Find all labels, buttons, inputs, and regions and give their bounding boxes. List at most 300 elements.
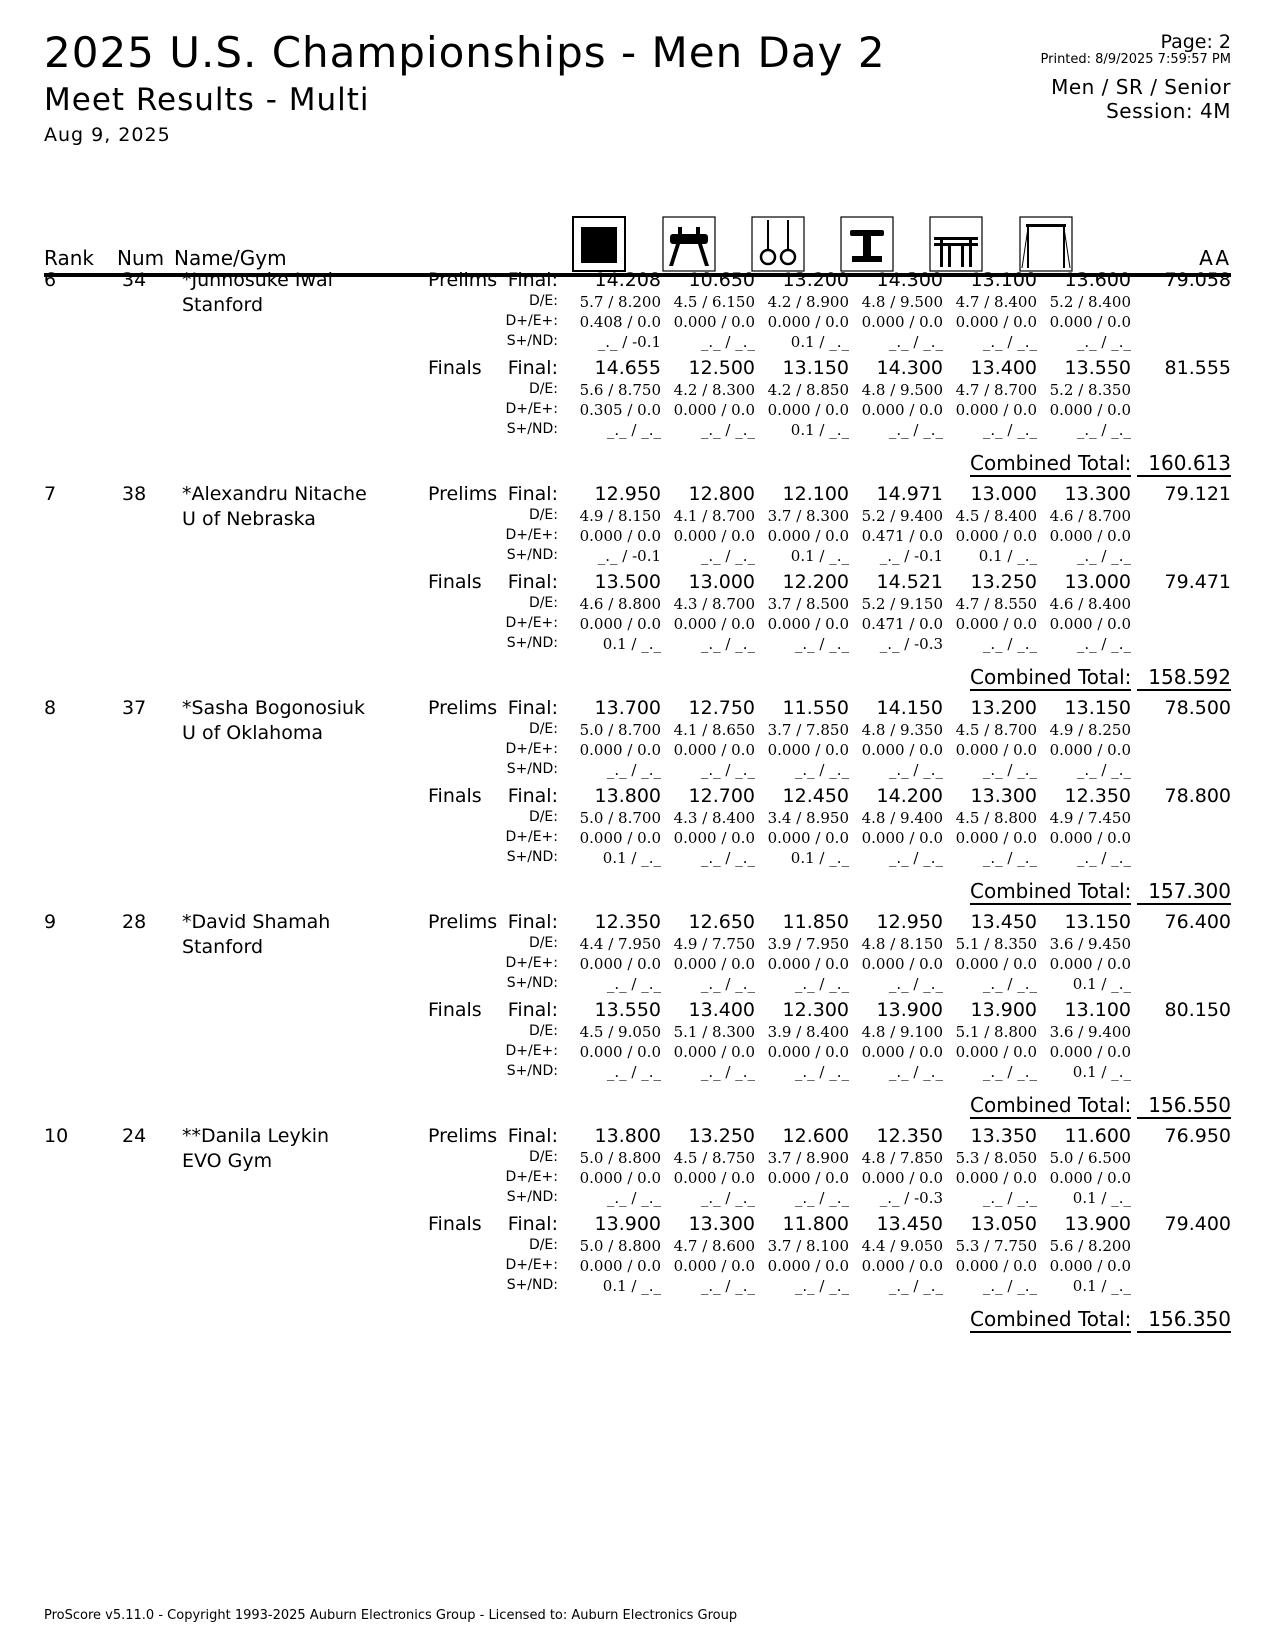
difficulty-execution: 3.7 / 8.900 xyxy=(767,1149,849,1167)
final-score: 12.350 xyxy=(1064,785,1131,807)
difficulty-execution: 4.8 / 9.500 xyxy=(861,293,943,311)
stick-neutral-deduction: _._ / _._ xyxy=(794,975,849,993)
difficulty-execution: 5.3 / 8.050 xyxy=(955,1149,1037,1167)
difficulty-execution: 3.7 / 7.850 xyxy=(767,721,849,739)
stick-neutral-deduction: 0.1 / _._ xyxy=(1072,1277,1131,1295)
stick-neutral-deduction: _._ / _._ xyxy=(888,333,943,351)
aa-column-header: AA xyxy=(1199,246,1231,270)
stick-neutral-deduction: _._ / _._ xyxy=(794,1189,849,1207)
athlete-gym: Stanford xyxy=(182,936,264,958)
combined-total-label: Combined Total: xyxy=(970,1093,1132,1117)
sn-label: S+/ND: xyxy=(506,635,558,651)
difficulty-execution: 4.4 / 7.950 xyxy=(579,935,661,953)
difficulty-execution: 4.8 / 8.150 xyxy=(861,935,943,953)
de-label: D/E: xyxy=(528,381,558,397)
final-score: 12.600 xyxy=(782,1125,849,1147)
bonus-values: 0.000 / 0.0 xyxy=(955,829,1037,847)
level-label: Men / SR / Senior xyxy=(1051,75,1231,99)
all-around-score: 76.950 xyxy=(1164,1125,1231,1147)
combined-total-value: 156.350 xyxy=(1137,1307,1231,1333)
bonus-values: 0.471 / 0.0 xyxy=(861,615,943,633)
floor-exercise-icon xyxy=(572,216,626,272)
difficulty-execution: 5.0 / 8.700 xyxy=(579,809,661,827)
stick-neutral-deduction: _._ / -0.1 xyxy=(597,333,661,351)
athlete-gym: EVO Gym xyxy=(182,1150,273,1172)
combined-total-value: 158.592 xyxy=(1137,665,1231,691)
all-around-score: 76.400 xyxy=(1164,911,1231,933)
stick-neutral-deduction: _._ / _._ xyxy=(888,421,943,439)
final-score: 13.900 xyxy=(594,1213,661,1235)
difficulty-execution: 3.7 / 8.100 xyxy=(767,1237,849,1255)
stick-neutral-deduction: _._ / _._ xyxy=(606,975,661,993)
final-score: 13.700 xyxy=(594,697,661,719)
round-row xyxy=(0,999,1275,1089)
combined-total-value: 157.300 xyxy=(1137,879,1231,905)
stick-neutral-deduction: _._ / _._ xyxy=(888,761,943,779)
bonus-values: 0.000 / 0.0 xyxy=(861,1169,943,1187)
final-score: 12.650 xyxy=(688,911,755,933)
stick-neutral-deduction: 0.1 / _._ xyxy=(602,849,661,867)
bonus-values: 0.000 / 0.0 xyxy=(673,1043,755,1061)
final-score: 13.300 xyxy=(970,785,1037,807)
final-score: 13.400 xyxy=(970,357,1037,379)
de-label: D/E: xyxy=(528,721,558,737)
dp-label: D+/E+: xyxy=(505,741,558,757)
final-score: 13.100 xyxy=(1064,999,1131,1021)
sn-label: S+/ND: xyxy=(506,975,558,991)
stick-neutral-deduction: 0.1 / _._ xyxy=(602,1277,661,1295)
final-score: 12.450 xyxy=(782,785,849,807)
vault-icon xyxy=(840,216,894,272)
sn-label: S+/ND: xyxy=(506,849,558,865)
final-score: 13.900 xyxy=(876,999,943,1021)
athlete-rank: 6 xyxy=(44,269,57,291)
bonus-values: 0.000 / 0.0 xyxy=(673,741,755,759)
still-rings-icon xyxy=(751,216,805,272)
all-around-score: 78.800 xyxy=(1164,785,1231,807)
combined-total-label: Combined Total: xyxy=(970,665,1132,689)
stick-neutral-deduction: _._ / _._ xyxy=(700,849,755,867)
difficulty-execution: 4.7 / 8.400 xyxy=(955,293,1037,311)
stick-neutral-deduction: _._ / _._ xyxy=(888,1063,943,1081)
final-score: 13.250 xyxy=(970,571,1037,593)
difficulty-execution: 4.5 / 8.400 xyxy=(955,507,1037,525)
round-row xyxy=(0,571,1275,661)
rank-column-header: Rank xyxy=(44,246,94,270)
final-label: Final: xyxy=(507,999,558,1021)
sn-label: S+/ND: xyxy=(506,421,558,437)
bonus-values: 0.000 / 0.0 xyxy=(673,313,755,331)
stick-neutral-deduction: _._ / _._ xyxy=(794,1063,849,1081)
dp-label: D+/E+: xyxy=(505,401,558,417)
stick-neutral-deduction: _._ / -0.1 xyxy=(597,547,661,565)
bonus-values: 0.000 / 0.0 xyxy=(1049,955,1131,973)
difficulty-execution: 4.3 / 8.400 xyxy=(673,809,755,827)
stick-neutral-deduction: _._ / _._ xyxy=(982,635,1037,653)
final-score: 13.900 xyxy=(1064,1213,1131,1235)
stick-neutral-deduction: 0.1 / _._ xyxy=(1072,975,1131,993)
stick-neutral-deduction: _._ / _._ xyxy=(1076,635,1131,653)
difficulty-execution: 4.5 / 6.150 xyxy=(673,293,755,311)
difficulty-execution: 4.8 / 9.350 xyxy=(861,721,943,739)
final-score: 13.000 xyxy=(688,571,755,593)
difficulty-execution: 3.6 / 9.450 xyxy=(1049,935,1131,953)
bonus-values: 0.000 / 0.0 xyxy=(767,1169,849,1187)
round-row xyxy=(0,911,1275,1001)
round-label: Prelims xyxy=(428,911,498,933)
bonus-values: 0.000 / 0.0 xyxy=(673,1169,755,1187)
final-score: 13.150 xyxy=(1064,911,1131,933)
difficulty-execution: 4.7 / 8.600 xyxy=(673,1237,755,1255)
round-row xyxy=(0,483,1275,573)
bonus-values: 0.000 / 0.0 xyxy=(955,527,1037,545)
final-score: 10.650 xyxy=(688,269,755,291)
stick-neutral-deduction: _._ / _._ xyxy=(700,1189,755,1207)
athlete-block xyxy=(0,911,1275,1136)
combined-total-label: Combined Total: xyxy=(970,879,1132,903)
round-row xyxy=(0,357,1275,447)
bonus-values: 0.000 / 0.0 xyxy=(1049,615,1131,633)
athlete-number: 28 xyxy=(122,911,147,933)
parallel-bars-icon xyxy=(929,216,983,272)
page-title: 2025 U.S. Championships - Men Day 2 xyxy=(44,28,886,77)
final-label: Final: xyxy=(507,571,558,593)
difficulty-execution: 4.8 / 9.400 xyxy=(861,809,943,827)
high-bar-icon xyxy=(1019,216,1073,272)
final-label: Final: xyxy=(507,1125,558,1147)
final-score: 11.550 xyxy=(782,697,849,719)
dp-label: D+/E+: xyxy=(505,1169,558,1185)
difficulty-execution: 5.0 / 8.700 xyxy=(579,721,661,739)
stick-neutral-deduction: _._ / _._ xyxy=(1076,761,1131,779)
difficulty-execution: 4.5 / 8.750 xyxy=(673,1149,755,1167)
athlete-gym: U of Oklahoma xyxy=(182,722,323,744)
bonus-values: 0.000 / 0.0 xyxy=(767,741,849,759)
difficulty-execution: 4.5 / 8.700 xyxy=(955,721,1037,739)
final-score: 13.550 xyxy=(1064,357,1131,379)
stick-neutral-deduction: _._ / _._ xyxy=(700,761,755,779)
bonus-values: 0.000 / 0.0 xyxy=(579,615,661,633)
final-score: 14.300 xyxy=(876,357,943,379)
stick-neutral-deduction: _._ / _._ xyxy=(982,1063,1037,1081)
final-score: 14.300 xyxy=(876,269,943,291)
stick-neutral-deduction: _._ / _._ xyxy=(794,1277,849,1295)
bonus-values: 0.000 / 0.0 xyxy=(1049,527,1131,545)
de-label: D/E: xyxy=(528,809,558,825)
round-row xyxy=(0,785,1275,875)
stick-neutral-deduction: _._ / _._ xyxy=(982,1277,1037,1295)
round-row xyxy=(0,1213,1275,1303)
stick-neutral-deduction: 0.1 / _._ xyxy=(790,849,849,867)
de-label: D/E: xyxy=(528,1237,558,1253)
dp-label: D+/E+: xyxy=(505,615,558,631)
final-label: Final: xyxy=(507,1213,558,1235)
stick-neutral-deduction: _._ / _._ xyxy=(700,333,755,351)
de-label: D/E: xyxy=(528,1023,558,1039)
bonus-values: 0.000 / 0.0 xyxy=(861,741,943,759)
final-score: 12.800 xyxy=(688,483,755,505)
final-score: 13.100 xyxy=(970,269,1037,291)
final-score: 13.800 xyxy=(594,785,661,807)
bonus-values: 0.000 / 0.0 xyxy=(767,829,849,847)
stick-neutral-deduction: _._ / _._ xyxy=(982,421,1037,439)
round-label: Prelims xyxy=(428,483,498,505)
stick-neutral-deduction: 0.1 / _._ xyxy=(790,421,849,439)
final-label: Final: xyxy=(507,269,558,291)
sn-label: S+/ND: xyxy=(506,1063,558,1079)
de-label: D/E: xyxy=(528,935,558,951)
final-score: 14.971 xyxy=(876,483,943,505)
stick-neutral-deduction: 0.1 / _._ xyxy=(978,547,1037,565)
bonus-values: 0.000 / 0.0 xyxy=(1049,401,1131,419)
difficulty-execution: 4.1 / 8.650 xyxy=(673,721,755,739)
bonus-values: 0.000 / 0.0 xyxy=(861,1043,943,1061)
difficulty-execution: 4.2 / 8.300 xyxy=(673,381,755,399)
bonus-values: 0.000 / 0.0 xyxy=(673,401,755,419)
de-label: D/E: xyxy=(528,507,558,523)
stick-neutral-deduction: 0.1 / _._ xyxy=(1072,1189,1131,1207)
bonus-values: 0.000 / 0.0 xyxy=(1049,1257,1131,1275)
final-score: 13.000 xyxy=(1064,571,1131,593)
bonus-values: 0.000 / 0.0 xyxy=(579,1043,661,1061)
athlete-block xyxy=(0,1125,1275,1350)
final-score: 13.200 xyxy=(970,697,1037,719)
round-label: Prelims xyxy=(428,1125,498,1147)
sn-label: S+/ND: xyxy=(506,333,558,349)
stick-neutral-deduction: 0.1 / _._ xyxy=(790,547,849,565)
difficulty-execution: 4.6 / 8.800 xyxy=(579,595,661,613)
stick-neutral-deduction: _._ / _._ xyxy=(1076,333,1131,351)
athlete-block xyxy=(0,697,1275,922)
athlete-number: 24 xyxy=(122,1125,147,1147)
round-row xyxy=(0,269,1275,359)
stick-neutral-deduction: _._ / _._ xyxy=(700,635,755,653)
round-label: Finals xyxy=(428,999,482,1021)
athlete-name: *Sasha Bogonosiuk xyxy=(182,697,366,719)
bonus-values: 0.000 / 0.0 xyxy=(955,1169,1037,1187)
final-label: Final: xyxy=(507,483,558,505)
stick-neutral-deduction: _._ / _._ xyxy=(700,1277,755,1295)
bonus-values: 0.000 / 0.0 xyxy=(579,829,661,847)
bonus-values: 0.000 / 0.0 xyxy=(955,401,1037,419)
difficulty-execution: 4.2 / 8.900 xyxy=(767,293,849,311)
bonus-values: 0.000 / 0.0 xyxy=(955,741,1037,759)
sn-label: S+/ND: xyxy=(506,547,558,563)
difficulty-execution: 4.5 / 8.800 xyxy=(955,809,1037,827)
difficulty-execution: 4.8 / 7.850 xyxy=(861,1149,943,1167)
difficulty-execution: 3.6 / 9.400 xyxy=(1049,1023,1131,1041)
bonus-values: 0.000 / 0.0 xyxy=(767,401,849,419)
printed-timestamp: Printed: 8/9/2025 7:59:57 PM xyxy=(1040,52,1231,67)
all-around-score: 79.058 xyxy=(1164,269,1231,291)
difficulty-execution: 5.0 / 6.500 xyxy=(1049,1149,1131,1167)
bonus-values: 0.000 / 0.0 xyxy=(861,401,943,419)
final-label: Final: xyxy=(507,697,558,719)
final-score: 14.150 xyxy=(876,697,943,719)
dp-label: D+/E+: xyxy=(505,1043,558,1059)
all-around-score: 78.500 xyxy=(1164,697,1231,719)
final-score: 12.700 xyxy=(688,785,755,807)
final-score: 12.500 xyxy=(688,357,755,379)
difficulty-execution: 4.3 / 8.700 xyxy=(673,595,755,613)
bonus-values: 0.000 / 0.0 xyxy=(579,1169,661,1187)
combined-total-label: Combined Total: xyxy=(970,451,1132,475)
difficulty-execution: 3.9 / 7.950 xyxy=(767,935,849,953)
round-row xyxy=(0,1125,1275,1215)
athlete-rank: 10 xyxy=(44,1125,69,1147)
stick-neutral-deduction: _._ / _._ xyxy=(794,635,849,653)
athlete-rank: 8 xyxy=(44,697,57,719)
difficulty-execution: 4.9 / 7.750 xyxy=(673,935,755,953)
round-label: Finals xyxy=(428,1213,482,1235)
difficulty-execution: 5.2 / 9.150 xyxy=(861,595,943,613)
bonus-values: 0.000 / 0.0 xyxy=(1049,313,1131,331)
all-around-score: 79.121 xyxy=(1164,483,1231,505)
page-info xyxy=(1041,32,1232,123)
bonus-values: 0.000 / 0.0 xyxy=(673,527,755,545)
bonus-values: 0.000 / 0.0 xyxy=(673,829,755,847)
final-score: 13.050 xyxy=(970,1213,1037,1235)
difficulty-execution: 4.5 / 9.050 xyxy=(579,1023,661,1041)
athlete-number: 34 xyxy=(122,269,147,291)
dp-label: D+/E+: xyxy=(505,527,558,543)
bonus-values: 0.000 / 0.0 xyxy=(1049,829,1131,847)
difficulty-execution: 5.2 / 8.400 xyxy=(1049,293,1131,311)
bonus-values: 0.000 / 0.0 xyxy=(767,1043,849,1061)
name-gym-column-header: Name/Gym xyxy=(174,246,287,270)
sn-label: S+/ND: xyxy=(506,1277,558,1293)
bonus-values: 0.000 / 0.0 xyxy=(955,1257,1037,1275)
difficulty-execution: 4.7 / 8.550 xyxy=(955,595,1037,613)
sn-label: S+/ND: xyxy=(506,761,558,777)
bonus-values: 0.000 / 0.0 xyxy=(767,1257,849,1275)
combined-total-value: 156.550 xyxy=(1137,1093,1231,1119)
final-score: 13.300 xyxy=(1064,483,1131,505)
difficulty-execution: 3.7 / 8.500 xyxy=(767,595,849,613)
final-score: 12.950 xyxy=(594,483,661,505)
bonus-values: 0.000 / 0.0 xyxy=(579,955,661,973)
stick-neutral-deduction: _._ / _._ xyxy=(1076,547,1131,565)
sn-label: S+/ND: xyxy=(506,1189,558,1205)
final-score: 13.500 xyxy=(594,571,661,593)
bonus-values: 0.000 / 0.0 xyxy=(579,1257,661,1275)
stick-neutral-deduction: _._ / _._ xyxy=(982,975,1037,993)
combined-total-label: Combined Total: xyxy=(970,1307,1132,1331)
difficulty-execution: 4.8 / 9.500 xyxy=(861,381,943,399)
stick-neutral-deduction: _._ / _._ xyxy=(606,1063,661,1081)
stick-neutral-deduction: _._ / _._ xyxy=(982,333,1037,351)
difficulty-execution: 5.6 / 8.750 xyxy=(579,381,661,399)
all-around-score: 79.471 xyxy=(1164,571,1231,593)
difficulty-execution: 4.2 / 8.850 xyxy=(767,381,849,399)
de-label: D/E: xyxy=(528,595,558,611)
footer-copyright: ProScore v5.11.0 - Copyright 1993-2025 Auburn Electronics Group - Licensed to: Auburn Electronics Group xyxy=(44,1608,738,1623)
round-label: Finals xyxy=(428,571,482,593)
bonus-values: 0.000 / 0.0 xyxy=(861,829,943,847)
stick-neutral-deduction: 0.1 / _._ xyxy=(602,635,661,653)
final-score: 12.750 xyxy=(688,697,755,719)
difficulty-execution: 4.9 / 7.450 xyxy=(1049,809,1131,827)
bonus-values: 0.000 / 0.0 xyxy=(673,615,755,633)
bonus-values: 0.000 / 0.0 xyxy=(673,955,755,973)
bonus-values: 0.000 / 0.0 xyxy=(579,741,661,759)
stick-neutral-deduction: _._ / -0.3 xyxy=(879,1189,943,1207)
athlete-block xyxy=(0,269,1275,494)
stick-neutral-deduction: _._ / _._ xyxy=(606,421,661,439)
final-score: 13.350 xyxy=(970,1125,1037,1147)
stick-neutral-deduction: _._ / _._ xyxy=(888,849,943,867)
difficulty-execution: 3.9 / 8.400 xyxy=(767,1023,849,1041)
difficulty-execution: 5.1 / 8.350 xyxy=(955,935,1037,953)
all-around-score: 80.150 xyxy=(1164,999,1231,1021)
meet-date: Aug 9, 2025 xyxy=(44,124,171,146)
bonus-values: 0.000 / 0.0 xyxy=(1049,1043,1131,1061)
bonus-values: 0.000 / 0.0 xyxy=(673,1257,755,1275)
difficulty-execution: 4.6 / 8.700 xyxy=(1049,507,1131,525)
difficulty-execution: 5.3 / 7.750 xyxy=(955,1237,1037,1255)
final-score: 13.400 xyxy=(688,999,755,1021)
final-score: 11.850 xyxy=(782,911,849,933)
bonus-values: 0.000 / 0.0 xyxy=(767,615,849,633)
stick-neutral-deduction: _._ / _._ xyxy=(794,761,849,779)
difficulty-execution: 5.0 / 8.800 xyxy=(579,1149,661,1167)
bonus-values: 0.000 / 0.0 xyxy=(1049,741,1131,759)
difficulty-execution: 3.4 / 8.950 xyxy=(767,809,849,827)
bonus-values: 0.000 / 0.0 xyxy=(955,313,1037,331)
stick-neutral-deduction: _._ / _._ xyxy=(700,547,755,565)
all-around-score: 81.555 xyxy=(1164,357,1231,379)
stick-neutral-deduction: _._ / _._ xyxy=(606,1189,661,1207)
athlete-number: 37 xyxy=(122,697,147,719)
final-score: 13.450 xyxy=(970,911,1037,933)
difficulty-execution: 3.7 / 8.300 xyxy=(767,507,849,525)
final-score: 12.950 xyxy=(876,911,943,933)
bonus-values: 0.000 / 0.0 xyxy=(767,955,849,973)
difficulty-execution: 4.9 / 8.250 xyxy=(1049,721,1131,739)
difficulty-execution: 4.7 / 8.700 xyxy=(955,381,1037,399)
difficulty-execution: 4.1 / 8.700 xyxy=(673,507,755,525)
athlete-name: *David Shamah xyxy=(182,911,331,933)
difficulty-execution: 5.1 / 8.300 xyxy=(673,1023,755,1041)
stick-neutral-deduction: _._ / _._ xyxy=(700,1063,755,1081)
bonus-values: 0.000 / 0.0 xyxy=(955,955,1037,973)
athlete-rank: 9 xyxy=(44,911,57,933)
final-score: 13.300 xyxy=(688,1213,755,1235)
final-score: 13.900 xyxy=(970,999,1037,1021)
final-score: 12.200 xyxy=(782,571,849,593)
athlete-name: **Danila Leykin xyxy=(182,1125,330,1147)
difficulty-execution: 5.1 / 8.800 xyxy=(955,1023,1037,1041)
bonus-values: 0.000 / 0.0 xyxy=(1049,1169,1131,1187)
round-label: Prelims xyxy=(428,269,498,291)
final-score: 13.550 xyxy=(594,999,661,1021)
athlete-name: *Junnosuke Iwai xyxy=(182,269,333,291)
final-score: 13.200 xyxy=(782,269,849,291)
pommel-horse-icon xyxy=(662,216,716,272)
bonus-values: 0.000 / 0.0 xyxy=(767,313,849,331)
difficulty-execution: 4.9 / 8.150 xyxy=(579,507,661,525)
stick-neutral-deduction: 0.1 / _._ xyxy=(1072,1063,1131,1081)
difficulty-execution: 5.0 / 8.800 xyxy=(579,1237,661,1255)
round-label: Prelims xyxy=(428,697,498,719)
bonus-values: 0.000 / 0.0 xyxy=(955,615,1037,633)
stick-neutral-deduction: _._ / _._ xyxy=(1076,421,1131,439)
final-score: 14.521 xyxy=(876,571,943,593)
athlete-number: 38 xyxy=(122,483,147,505)
difficulty-execution: 4.6 / 8.400 xyxy=(1049,595,1131,613)
round-label: Finals xyxy=(428,357,482,379)
stick-neutral-deduction: 0.1 / _._ xyxy=(790,333,849,351)
